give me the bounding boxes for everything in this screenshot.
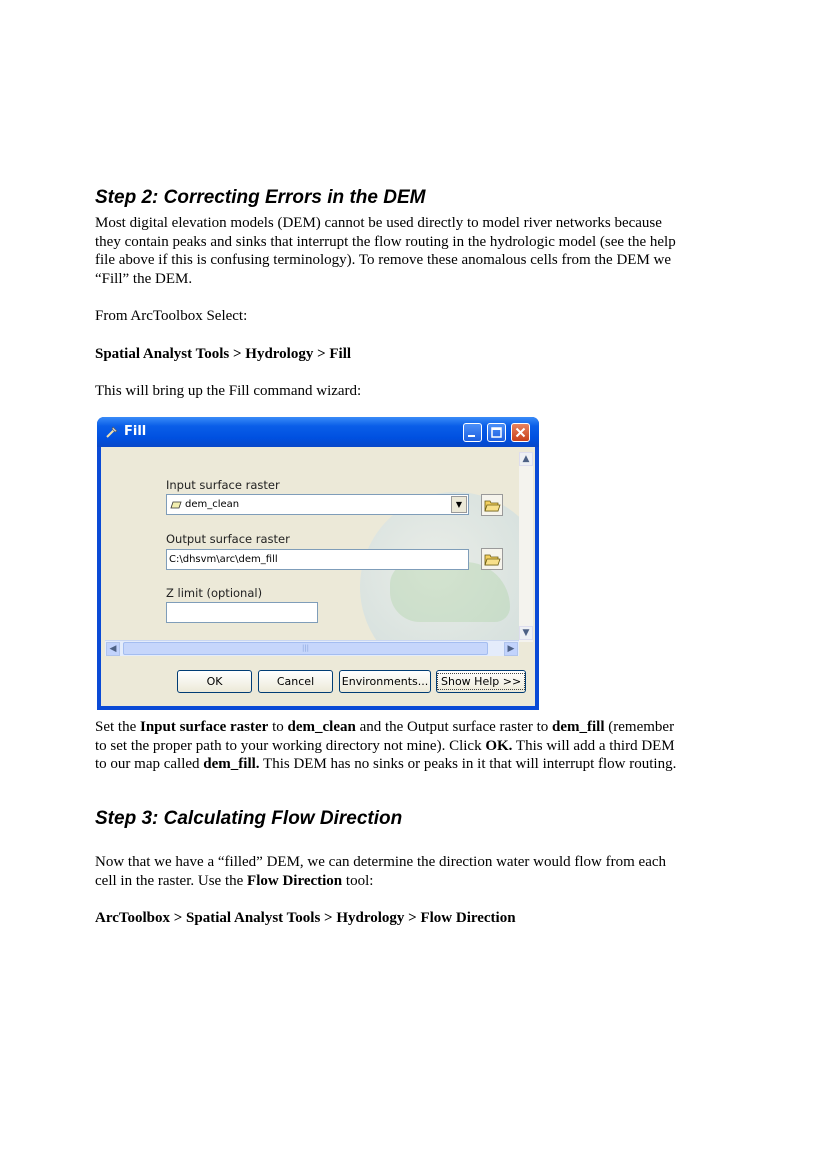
wizard-intro-text: This will bring up the Fill command wizard: — [95, 383, 362, 399]
text-run: and the Output surface raster to — [355, 719, 553, 735]
text-run: Set the — [95, 719, 140, 735]
scroll-up-icon[interactable]: ▲ — [519, 452, 533, 466]
dialog-title: Fill — [124, 424, 147, 439]
text-run: (remember — [604, 719, 675, 735]
scrollbar-thumb[interactable]: ||| — [123, 642, 488, 655]
text-line: they contain peaks and sinks that interrupt the flow routing in the hydrologic model (see the help — [95, 233, 676, 250]
show-help-button[interactable] — [436, 670, 526, 693]
text-run: to — [268, 719, 288, 735]
text-line: “Fill” the DEM. — [95, 270, 193, 287]
dem-fill-term: dem_fill. — [203, 756, 260, 773]
show-help-label: Show Help >> — [437, 673, 525, 690]
dem-fill-term: dem_fill — [552, 719, 605, 735]
dialog-titlebar[interactable] — [97, 417, 539, 447]
open-folder-icon — [482, 495, 502, 515]
maximize-button[interactable] — [487, 423, 506, 442]
input-raster-dropdown[interactable] — [166, 494, 469, 515]
raster-layer-icon — [170, 501, 182, 509]
scroll-right-icon[interactable]: ▶ — [504, 642, 518, 656]
input-raster-value: dem_clean — [185, 499, 240, 510]
close-button[interactable] — [511, 423, 530, 442]
ok-term: OK. — [485, 737, 513, 754]
scroll-down-icon[interactable]: ▼ — [519, 626, 533, 640]
open-folder-icon — [482, 549, 502, 569]
text-run: to set the proper path to your working directory not mine). Click — [95, 737, 486, 754]
input-raster-term: Input surface raster — [140, 719, 269, 735]
cancel-button[interactable]: Cancel — [258, 670, 333, 693]
output-raster-field[interactable]: C:\dhsvm\arc\dem_fill — [166, 549, 469, 570]
text-run: tool: — [342, 872, 374, 889]
zlimit-field[interactable] — [166, 602, 318, 623]
text-line: file above if this is confusing terminology). To remove these anomalous cells from the DEM we — [95, 252, 672, 269]
chevron-down-icon[interactable]: ▼ — [451, 496, 467, 513]
maximize-icon — [488, 424, 505, 441]
text-line — [95, 718, 755, 737]
flow-direction-path: ArcToolbox > Spatial Analyst Tools > Hydrology > Flow Direction — [95, 910, 516, 926]
hammer-icon — [105, 425, 119, 439]
input-raster-label: Input surface raster — [166, 478, 280, 492]
output-browse-button[interactable] — [481, 548, 503, 570]
text-run: This DEM has no sinks or peaks in it that will interrupt flow routing. — [259, 756, 677, 773]
horizontal-scrollbar[interactable] — [105, 640, 519, 656]
step3-heading: Step 3: Calculating Flow Direction — [95, 808, 403, 829]
output-raster-label: Output surface raster — [166, 532, 290, 546]
ok-button[interactable]: OK — [177, 670, 252, 693]
step2-paragraph — [95, 214, 735, 288]
text-line: Most digital elevation models (DEM) cannot be used directly to model river networks because — [95, 215, 662, 231]
text-line — [95, 872, 755, 891]
text-run: This will add a third DEM — [512, 737, 675, 754]
minimize-icon — [464, 424, 481, 441]
text-line — [95, 755, 755, 774]
vertical-scrollbar[interactable] — [519, 452, 533, 642]
close-icon — [512, 424, 529, 441]
text-line — [95, 737, 755, 756]
fill-dialog — [97, 417, 539, 710]
dialog-client-area — [101, 447, 535, 706]
text-line: Now that we have a “filled” DEM, we can determine the direction water would flow from each — [95, 854, 667, 870]
scroll-left-icon[interactable]: ◀ — [106, 642, 120, 656]
fill-tool-path: Spatial Analyst Tools > Hydrology > Fill — [95, 346, 352, 362]
input-browse-button[interactable] — [481, 494, 503, 516]
step2-heading: Step 2: Correcting Errors in the DEM — [95, 187, 426, 208]
zlimit-label: Z limit (optional) — [166, 586, 263, 600]
minimize-button[interactable] — [463, 423, 482, 442]
step3-paragraph — [95, 853, 755, 890]
flow-direction-term: Flow Direction — [247, 872, 343, 889]
text-run: cell in the raster. Use the — [95, 872, 248, 889]
text-run: to our map called — [95, 756, 204, 773]
dem-clean-term: dem_clean — [287, 719, 356, 735]
from-arctoolbox-text: From ArcToolbox Select: — [95, 308, 248, 324]
parameters-pane — [105, 452, 519, 640]
environments-button[interactable]: Environments... — [339, 670, 431, 693]
instructions-paragraph — [95, 718, 755, 774]
